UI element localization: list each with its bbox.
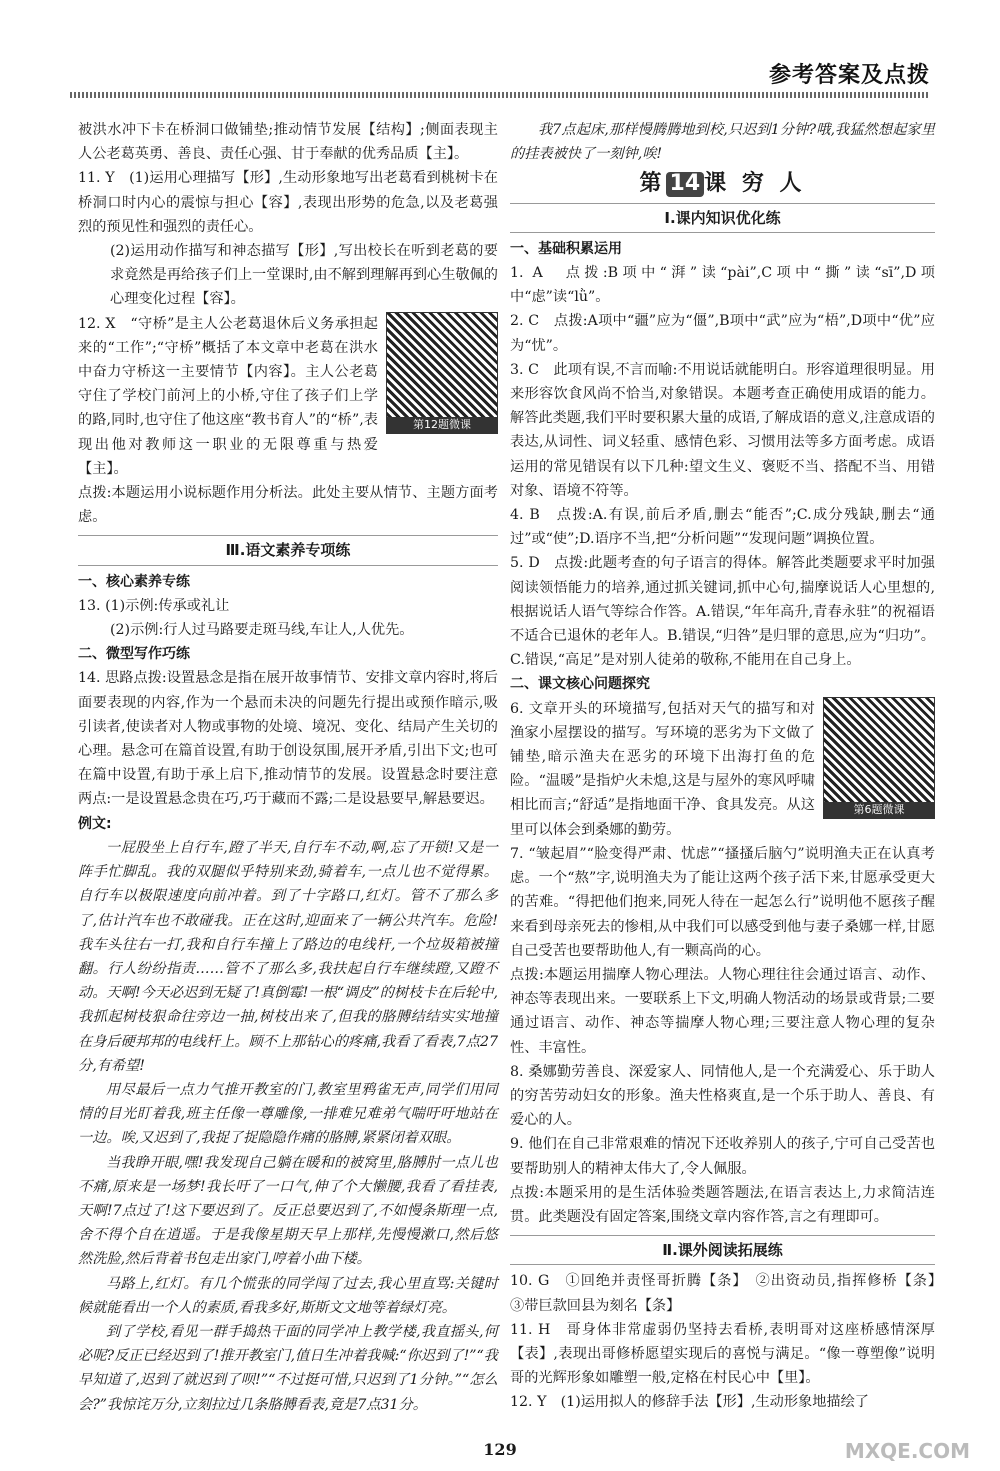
essay-paragraph: 当我睁开眼,嘿!我发现自己躺在暖和的被窝里,胳膊肘一点儿也不痛,原来是一场梦!我长吁了一口气,伸了个大懒腰,我看了看挂表,天啊!7点过了!这下要迟到了。反正总要迟到了,不如慢条斯理一点,舍不得个自在逍遥。于是我像星期天早上那样,先慢慢漱口,然后悠然洗脸,然后背着书包走出家门,哼着小曲下楼。: [78, 1154, 498, 1268]
answer-2: 2. C 点拨:A项中“疆”应为“僵”,B项中“武”应为“梧”,D项中“优”应为“忧”。: [510, 313, 935, 354]
watermark: MXQE.COM: [844, 1439, 970, 1463]
answer-7a: 7. “皱起眉”“脸变得严肃、忧虑”“搔搔后脑勺”说明渔夫正在认真考虑。一个“熬”字,说明渔夫为了能让这两个孩子活下来,甘愿承受更大的苦难。“得把他们抱来,同死人待在一起怎么行”说明他不愿孩子醒来看到母亲死去的惨相,从中我们可以感受到他与妻子桑娜一样,甘愿自己受苦也要帮助他人,有一颗高尚的心。: [510, 845, 935, 959]
lesson-title: [510, 172, 935, 196]
answer-4: 4. B 点拨:A.有误,前后矛盾,删去“能否”;C.成分残缺,删去“通过”或“使”;D.语序不当,把“分析问题”“发现问题”调换位置。: [510, 507, 935, 548]
answer-6: 6. 文章开头的环境描写,包括对天气的描写和对渔家小屋摆设的描写。写环境的恶劣为下文做了铺垫,暗示渔夫在恶劣的环境下出海打鱼的危险。“温暖”是指炉火未熄,这是与屋外的寒风呼啸相比而言;“舒适”是指地面干净、食具发亮。从这里可以体会到桑娜的勤劳。: [510, 700, 815, 838]
essay-paragraph: 一屁股坐上自行车,蹬了半天,自行车不动,啊,忘了开锁!又是一阵手忙脚乱。我的双腿似乎特别来劲,骑着车,一点儿也不觉得累。自行车以极限速度向前冲着。到了十字路口,红灯。管不了那么多了,估计汽车也不敢碰我。正在这时,迎面来了一辆公共汽车。危险!我车头往右一打,我和自行车撞上了路边的电线杆,一个垃圾箱被撞翻。行人纷纷指责……管不了那么多,我扶起自行车继续蹬,又蹬不动。天啊!今天必迟到无疑了!真倒霉!一根“调皮”的树枝卡在后轮中,我抓起树枝狠命往旁边一抽,树枝出来了,但我的胳膊结结实实地撞在身后硬邦邦的电线杆上。顾不上那钻心的疼痛,我看了看表,7点27分,有希望!: [78, 839, 498, 1074]
example-essay-continued: [510, 118, 935, 166]
answer-3: 3. C 此项有误,不言而喻:不用说话就能明白。形容道理很明显。用来形容饮食风尚不恰当,对象错误。本题考查正确使用成语的能力。解答此类题,我们平时要积累大量的成语,了解成语的意义,注意成语的表达,从词性、词义轻重、感情色彩、习惯用法等多方面考虑。成语运用的常见错误有以下几种:望文生义、褒贬不当、搭配不当、用错对象、语境不符等。: [510, 361, 935, 499]
sub-heading: 二、微型写作巧练: [78, 646, 190, 663]
lesson-prefix: 第: [639, 171, 666, 197]
answer-11a: 11. Y (1)运用心理描写【形】,生动形象地写出老葛看到桃树卡在桥洞口时内心的震惊与担心【容】,表现出形势的危急,以及老葛强烈的预见性和强烈的责任心。: [78, 170, 498, 235]
right-column: [510, 118, 950, 1415]
answer-13b: (2)示例:行人过马路要走斑马线,车让人,人优先。: [110, 622, 414, 639]
qr-caption: 第6题微课: [824, 802, 934, 818]
essay-paragraph: 我7点起床,那样慢腾腾地到校,只迟到1分钟?哦,我猛然想起家里的挂表被快了一刻钟,唉!: [510, 122, 935, 163]
sub-heading: 一、核心素养专练: [78, 573, 190, 590]
essay-paragraph: 到了学校,看见一群手捣热干面的同学冲上教学楼,我直摇头,何必呢?反正已经迟到了!推开教室门,值日生冲着我喊:“你迟到了!”“我早知道了,迟到了就迟到了呗!”“不过挺可惜,只迟到了1分钟。”“怎么会?”我惊诧万分,立刻拉过几条胳膊看表,竟是7点31分。: [78, 1323, 498, 1413]
section-heading: Ⅲ.语文素养专项练: [78, 535, 498, 565]
example-essay: [78, 836, 498, 1417]
sub-heading: 二、课文核心问题探究: [510, 676, 650, 693]
answer-12: 12. Y (1)运用拟人的修辞手法【形】,生动形象地描绘了: [510, 1394, 869, 1411]
page-header: [70, 58, 930, 98]
header-title: 参考答案及点拨: [768, 63, 930, 88]
answer-text: 被洪水冲下卡在桥洞口做铺垫;推动情节发展【结构】;侧面表现主人公老葛英勇、善良、责任心强、甘于奉献的优秀品质【主】。: [78, 122, 498, 163]
answer-13a: 13. (1)示例:传承或礼让: [78, 597, 230, 614]
header-rule: [70, 92, 930, 98]
sub-heading: 一、基础积累运用: [510, 240, 622, 257]
example-label: 例文:: [78, 815, 112, 832]
answer-9b: 点拨:本题采用的是生活体验类题答题法,在语言表达上,力求简洁连贯。此类题没有固定答案,围绕文章内容作答,言之有理即可。: [510, 1184, 935, 1225]
qr-caption: 第12题微课: [387, 417, 497, 433]
answer-12a: 12. X “守桥”是主人公老葛退休后义务承担起来的“工作”;“守桥”概括了本文章中老葛在洪水中奋力守桥这一主要情节【内容】。主人公老葛守住了学校门前河上的小桥,守住了孩子们上学的路,同时,也守住了他这座“教书育人”的“桥”,表现出他对教师这一职业的无限尊重与热爱【主】。: [78, 315, 378, 477]
section-heading: Ⅰ.课内知识优化练: [510, 203, 935, 233]
answer-5: 5. D 点拨:此题考查的句子语言的得体。解答此类题要求平时加强阅读领悟能力的培养,通过抓关键词,抓中心句,揣摩说话人心里想的,根据说话人语气等综合作答。A.错误,“年年高升,青春永驻”的祝福语不适合已退休的老年人。B.错误,“归咎”是归罪的意思,应为“归功”。C.错误,“高足”是对别人徒弟的敬称,不能用在自己身上。: [510, 555, 935, 669]
answer-8: 8. 桑娜勤劳善良、深爱家人、同情他人,是一个充满爱心、乐于助人的穷苦劳动妇女的形象。渔夫性格爽直,是一个乐于助人、善良、有爱心的人。: [510, 1063, 935, 1129]
answer-1: 1. A 点拨:B项中“湃”读“pài”,C项中“撕”读“sī”,D项中“虑”读“lǜ”。: [510, 265, 935, 306]
answer-11b: (2)运用动作描写和神态描写【形】,写出校长在听到老葛的要求竟然是再给孩子们上一堂课时,由不解到理解再到心生敬佩的心理变化过程【容】。: [110, 243, 498, 308]
lesson-number: 14: [666, 172, 705, 196]
answer-12b: 点拨:本题运用小说标题作用分析法。此处主要从情节、主题方面考虑。: [78, 485, 498, 526]
page-number: 129: [483, 1440, 517, 1459]
left-column: [78, 118, 498, 1417]
lesson-name: 课 穷 人: [704, 171, 806, 197]
answer-9a: 9. 他们在自己非常艰难的情况下还收养别人的孩子,宁可自己受苦也要帮助别人的精神太伟大了,令人佩服。: [510, 1136, 935, 1177]
qr-code-6[interactable]: [823, 697, 935, 819]
essay-paragraph: 用尽最后一点力气推开教室的门,教室里鸦雀无声,同学们用同情的目光盯着我,班主任像一尊雕像,一排难兄难弟气喘吁吁地站在一边。唉,又迟到了,我捉了捉隐隐作痛的胳膊,紧紧闭着双眼。: [78, 1081, 498, 1147]
section-heading: Ⅱ.课外阅读拓展练: [510, 1235, 935, 1265]
answer-7b: 点拨:本题运用揣摩人物心理法。人物心理往往会通过语言、动作、神态等表现出来。一要联系上下文,明确人物活动的场景或背景;二要通过语言、动作、神态等揣摩人物心理;三要注意人物心理的复杂性、丰富性。: [510, 966, 935, 1056]
essay-paragraph: 马路上,红灯。有几个慌张的同学闯了过去,我心里直骂:关键时候就能看出一个人的素质,看我多好,斯斯文文地等着绿灯亮。: [78, 1275, 498, 1316]
answer-10: 10. G ①回绝并责怪哥折腾【条】 ②出资动员,指挥修桥【条】 ③带巨款回县为刻名【条】: [510, 1273, 950, 1314]
answer-14: 14. 思路点拨:设置悬念是指在展开故事情节、安排文章内容时,将后面要表现的内容,作为一个悬而未决的问题先行提出或预作暗示,吸引读者,使读者对人物或事物的处境、境况、变化、结局产生关切的心理。悬念可在篇首设置,有助于创设氛围,展开矛盾,引出下文;也可在篇中设置,有助于承上启下,推动情节的发展。设置悬念时要注意两点:一是设置悬念贵在巧,巧于藏而不露;二是设悬要早,解悬要迟。: [78, 670, 498, 808]
answer-11: 11. H 哥身体非常虚弱仍坚持去看桥,表明哥对这座桥感情深厚【表】,表现出哥修桥愿望实现后的喜悦与满足。“像一尊塑像”说明哥的光辉形象如雕塑一般,定格在村民心中【里】。: [510, 1321, 935, 1387]
qr-code-12[interactable]: [386, 312, 498, 434]
